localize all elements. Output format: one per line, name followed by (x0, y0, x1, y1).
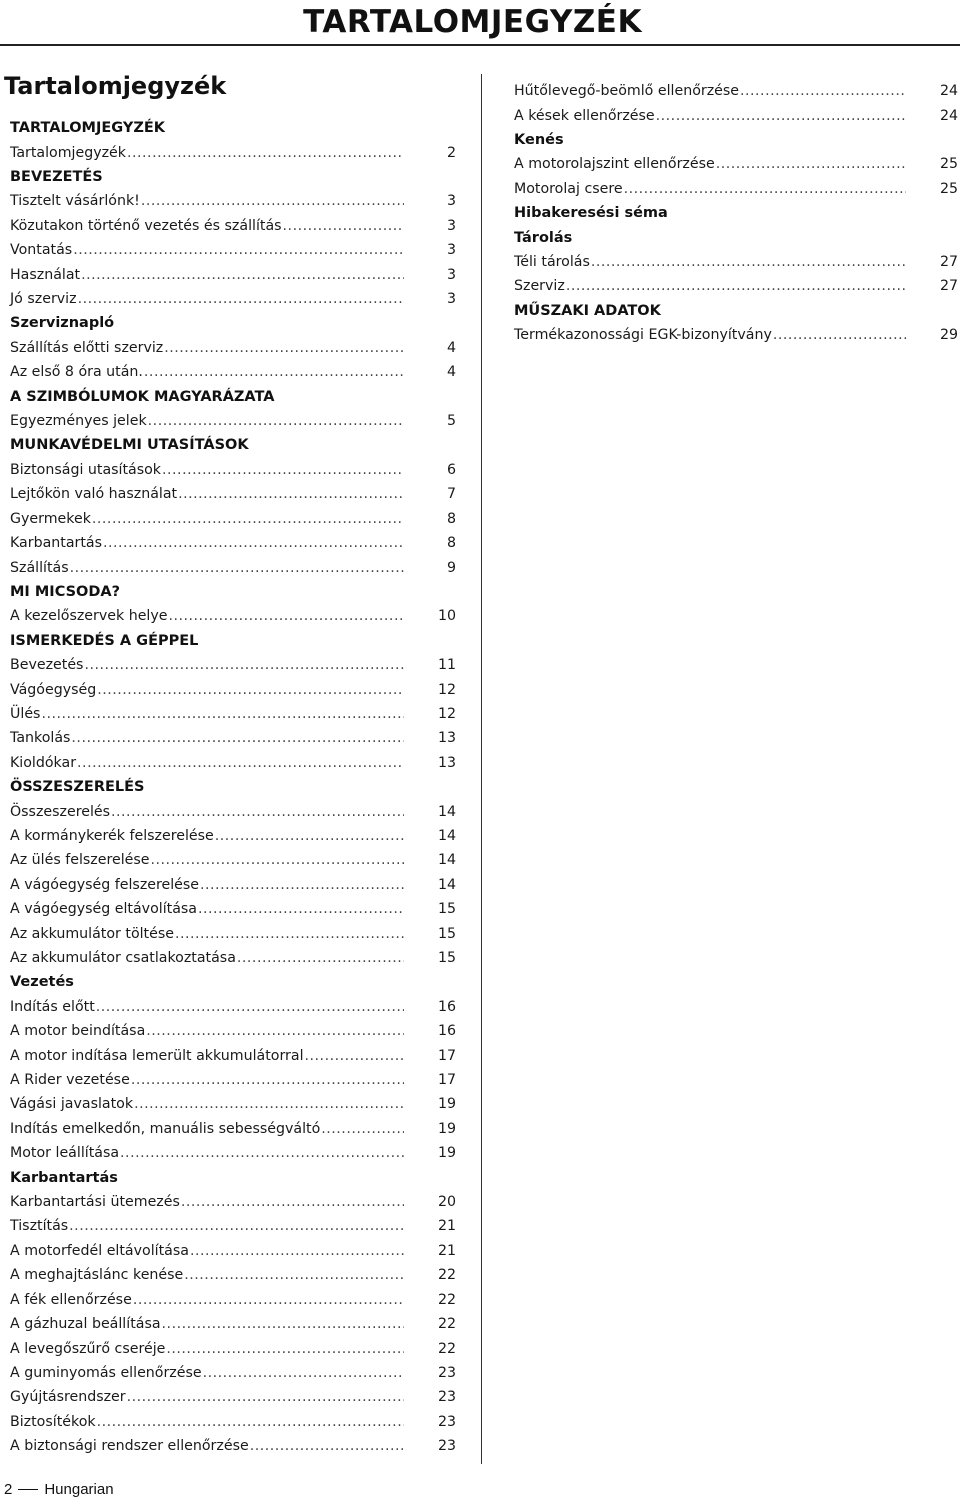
toc-entry-label: Tartalomjegyzék (10, 144, 127, 161)
toc-entry-label: A meghajtáslánc kenése (10, 1267, 184, 1284)
header-title: TARTALOMJEGYZÉK (303, 4, 642, 40)
toc-entry-label: A vágóegység felszerelése (10, 876, 200, 893)
toc-entry-label: Indítás előtt (10, 998, 95, 1015)
toc-heading: Vezetés (10, 974, 74, 991)
toc-entry-page: 15 (437, 950, 456, 967)
toc-entry-page: 25 (939, 180, 958, 197)
toc-entry-label: Motor leállítása (10, 1145, 120, 1162)
toc-entry (10, 214, 456, 238)
toc-entry (10, 848, 456, 872)
toc-dot-leader (283, 218, 404, 234)
toc-entry (10, 507, 456, 531)
toc-dot-leader (321, 1121, 404, 1137)
toc-entry (514, 250, 958, 274)
toc-entry-label: Szállítás előtti szerviz (10, 339, 164, 356)
toc-entry-page: 20 (437, 1194, 456, 1211)
toc-entry (10, 1336, 456, 1360)
toc-entry-page: 22 (437, 1291, 456, 1308)
toc-entry-page: 23 (437, 1438, 456, 1455)
toc-dot-leader (69, 1218, 404, 1234)
toc-dot-leader (175, 926, 404, 942)
toc-entry-page: 24 (939, 83, 958, 100)
toc-entry (10, 726, 456, 750)
toc-right-column (514, 79, 958, 347)
toc-entry (10, 360, 456, 384)
toc-dot-leader (71, 730, 404, 746)
toc-entry (10, 1068, 456, 1092)
toc-entry-label: Hűtőlevegő-beömlő ellenőrzése (514, 83, 740, 100)
toc-entry-label: A vágóegység eltávolítása (10, 901, 197, 918)
toc-entry (10, 409, 456, 433)
toc-entry-page: 16 (437, 1023, 456, 1040)
toc-entry-page: 3 (446, 193, 456, 210)
toc-entry (10, 1288, 456, 1312)
toc-dot-leader (81, 267, 404, 283)
toc-entry-page: 11 (437, 657, 456, 674)
toc-entry (10, 555, 456, 579)
toc-entry (10, 1141, 456, 1165)
toc-entry (10, 897, 456, 921)
toc-entry-page: 22 (437, 1267, 456, 1284)
toc-entry (514, 274, 958, 298)
toc-entry-label: Indítás emelkedőn, manuális sebességváltó (10, 1120, 321, 1137)
toc-entry-label: A biztonsági rendszer ellenőrzése (10, 1438, 249, 1455)
toc-entry-page: 9 (446, 559, 456, 576)
toc-entry-page: 3 (446, 217, 456, 234)
toc-entry-label: Tisztítás (10, 1218, 69, 1235)
toc-entry (10, 873, 456, 897)
toc-entry (10, 287, 456, 311)
toc-dot-leader (591, 254, 906, 270)
toc-dot-leader (203, 1365, 404, 1381)
toc-entry (10, 1239, 456, 1263)
toc-dot-leader (178, 486, 404, 502)
toc-dot-leader (41, 706, 404, 722)
toc-dot-leader (92, 511, 404, 527)
toc-entry (10, 1190, 456, 1214)
toc-entry (10, 1019, 456, 1043)
toc-dot-leader (133, 1292, 404, 1308)
toc-entry-label: Az első 8 óra után. (10, 364, 143, 381)
toc-entry (10, 702, 456, 726)
toc-dot-leader (181, 1194, 404, 1210)
toc-dot-leader (250, 1438, 404, 1454)
toc-entry (10, 1263, 456, 1287)
toc-entry (10, 604, 456, 628)
toc-entry-page: 3 (446, 266, 456, 283)
toc-dot-leader (103, 535, 404, 551)
toc-entry-page: 23 (437, 1413, 456, 1430)
toc-entry-label: A kormánykerék felszerelése (10, 827, 214, 844)
toc-entry (10, 458, 456, 482)
toc-dot-leader (146, 1023, 404, 1039)
footer-dash (18, 1489, 38, 1491)
toc-dot-leader (162, 462, 404, 478)
toc-entry-label: Az ülés felszerelése (10, 852, 150, 869)
toc-entry-page: 4 (446, 364, 456, 381)
toc-dot-leader (200, 877, 404, 893)
toc-entry-label: Téli tárolás (514, 254, 590, 271)
toc-entry-page: 22 (437, 1316, 456, 1333)
toc-entry-page: 17 (437, 1047, 456, 1064)
toc-entry-label: A motorfedél eltávolítása (10, 1242, 189, 1259)
toc-entry-label: Gyújtásrendszer (10, 1389, 126, 1406)
toc-entry-label: Karbantartási ütemezés (10, 1194, 180, 1211)
toc-entry (10, 653, 456, 677)
toc-entry-label: Karbantartás (10, 535, 103, 552)
toc-heading: MŰSZAKI ADATOK (514, 302, 661, 319)
toc-dot-leader (773, 327, 906, 343)
toc-entry-page: 23 (437, 1364, 456, 1381)
toc-entry-label: Lejtőkön való használat (10, 486, 178, 503)
toc-entry-page: 27 (939, 254, 958, 271)
toc-entry (10, 1214, 456, 1238)
toc-entry-page: 3 (446, 242, 456, 259)
toc-dot-leader (716, 156, 906, 172)
toc-dot-leader (198, 901, 404, 917)
footer-language: Hungarian (44, 1481, 114, 1498)
toc-dot-leader (84, 657, 404, 673)
toc-entry-label: Termékazonossági EGK-bizonyítvány (514, 327, 772, 344)
toc-left-column (10, 116, 456, 1458)
toc-entry-page: 13 (437, 730, 456, 747)
toc-dot-leader (190, 1243, 404, 1259)
toc-dot-leader (169, 608, 405, 624)
toc-entry-page: 8 (446, 510, 456, 527)
toc-dot-leader (162, 1316, 404, 1332)
toc-entry (514, 323, 958, 347)
toc-entry (10, 238, 456, 262)
footer-page-number: 2 (4, 1481, 13, 1498)
toc-entry-page: 19 (437, 1096, 456, 1113)
toc-entry-label: A motorolajszint ellenőrzése (514, 156, 715, 173)
toc-entry (10, 1092, 456, 1116)
toc-entry (10, 921, 456, 945)
toc-entry-label: A guminyomás ellenőrzése (10, 1364, 202, 1381)
toc-dot-leader (305, 1048, 404, 1064)
toc-entry-label: Ülés (10, 705, 41, 722)
toc-entry-page: 24 (939, 107, 958, 124)
toc-dot-leader (624, 181, 906, 197)
toc-entry (514, 79, 958, 103)
toc-entry-page: 4 (446, 339, 456, 356)
toc-dot-leader (166, 1341, 404, 1357)
toc-entry (10, 482, 456, 506)
toc-dot-leader (77, 755, 404, 771)
toc-entry-label: Tisztelt vásárlónk! (10, 193, 140, 210)
toc-entry (10, 189, 456, 213)
toc-entry-page: 14 (437, 803, 456, 820)
toc-entry-label: Kioldókar (10, 754, 77, 771)
toc-entry-page: 15 (437, 925, 456, 942)
toc-entry-page: 17 (437, 1072, 456, 1089)
toc-heading: TARTALOMJEGYZÉK (10, 120, 166, 137)
toc-dot-leader (148, 413, 404, 429)
toc-heading: ÖSSZESZERELÉS (10, 779, 145, 796)
toc-entry-label: Használat (10, 266, 81, 283)
toc-entry-label: Biztosítékok (10, 1413, 96, 1430)
toc-entry-page: 6 (446, 461, 456, 478)
toc-dot-leader (70, 560, 404, 576)
toc-entry-page: 13 (437, 754, 456, 771)
toc-entry-label: Biztonsági utasítások (10, 461, 162, 478)
toc-dot-leader (97, 682, 404, 698)
toc-entry (10, 824, 456, 848)
toc-entry-label: Vágási javaslatok (10, 1096, 134, 1113)
toc-entry-label: A Rider vezetése (10, 1072, 130, 1089)
toc-entry-label: Összeszerelés (10, 803, 111, 820)
toc-entry-label: Vágóegység (10, 681, 97, 698)
toc-entry (10, 1312, 456, 1336)
toc-entry-page: 12 (437, 681, 456, 698)
toc-entry (10, 751, 456, 775)
toc-entry-page: 22 (437, 1340, 456, 1357)
toc-dot-leader (141, 193, 404, 209)
toc-dot-leader (73, 242, 404, 258)
toc-heading: Kenés (514, 132, 564, 149)
toc-entry-label: A gázhuzal beállítása (10, 1316, 161, 1333)
toc-entry-label: Az akkumulátor csatlakoztatása (10, 950, 236, 967)
toc-dot-leader (237, 950, 404, 966)
toc-entry (10, 1434, 456, 1458)
toc-heading: Szerviznapló (10, 315, 115, 332)
toc-dot-leader (656, 108, 906, 124)
toc-entry-page: 5 (446, 413, 456, 430)
toc-heading: Hibakeresési séma (514, 205, 668, 222)
toc-entry-label: A kezelőszervek helye (10, 608, 168, 625)
toc-entry-page: 15 (437, 901, 456, 918)
toc-entry-page: 25 (939, 156, 958, 173)
toc-entry-label: Tankolás (10, 730, 71, 747)
toc-entry-page: 2 (446, 144, 456, 161)
toc-heading: BEVEZETÉS (10, 169, 103, 186)
toc-entry-label: Jó szerviz (10, 291, 77, 308)
toc-entry-page: 12 (437, 705, 456, 722)
toc-entry-page: 10 (437, 608, 456, 625)
toc-entry (10, 677, 456, 701)
page-header (0, 0, 960, 46)
toc-entry (514, 103, 958, 127)
toc-entry-page: 21 (437, 1218, 456, 1235)
toc-entry-label: A motor beindítása (10, 1023, 146, 1040)
toc-entry (10, 262, 456, 286)
toc-entry-label: A motor indítása lemerült akkumulátorral (10, 1047, 304, 1064)
toc-entry-page: 8 (446, 535, 456, 552)
toc-entry-label: A fék ellenőrzése (10, 1291, 132, 1308)
toc-dot-leader (215, 828, 404, 844)
toc-entry (10, 1410, 456, 1434)
toc-entry (10, 946, 456, 970)
toc-entry-label: Szállítás (10, 559, 69, 576)
toc-entry-label: Az akkumulátor töltése (10, 925, 174, 942)
toc-dot-leader (151, 852, 405, 868)
toc-heading: MI MICSODA? (10, 583, 121, 600)
toc-entry-page: 19 (437, 1145, 456, 1162)
toc-entry (10, 995, 456, 1019)
toc-heading: Karbantartás (10, 1169, 118, 1186)
toc-dot-leader (127, 145, 404, 161)
toc-dot-leader (134, 1096, 404, 1112)
toc-entry (10, 1385, 456, 1409)
toc-dot-leader (96, 999, 404, 1015)
toc-heading: A SZIMBÓLUMOK MAGYARÁZATA (10, 388, 275, 405)
toc-entry (10, 531, 456, 555)
toc-dot-leader (566, 278, 906, 294)
column-divider (481, 74, 482, 1464)
toc-entry (514, 152, 958, 176)
toc-entry (10, 1361, 456, 1385)
page-footer (4, 1481, 114, 1498)
toc-entry (10, 799, 456, 823)
toc-entry-page: 27 (939, 278, 958, 295)
toc-entry-label: A levegőszűrő cseréje (10, 1340, 166, 1357)
toc-entry-label: Vontatás (10, 242, 73, 259)
toc-entry-page: 7 (446, 486, 456, 503)
toc-dot-leader (97, 1414, 404, 1430)
toc-entry-label: Egyezményes jelek (10, 413, 147, 430)
toc-heading: MUNKAVÉDELMI UTASÍTÁSOK (10, 437, 249, 454)
toc-entry-page: 19 (437, 1120, 456, 1137)
toc-dot-leader (164, 340, 404, 356)
toc-entry (514, 177, 958, 201)
toc-dot-leader (131, 1072, 404, 1088)
toc-entry-page: 23 (437, 1389, 456, 1406)
toc-dot-leader (78, 291, 404, 307)
toc-entry-label: Közutakon történő vezetés és szállítás (10, 217, 282, 234)
toc-entry-label: Gyermekek (10, 510, 91, 527)
toc-entry (10, 140, 456, 164)
toc-dot-leader (740, 83, 906, 99)
toc-entry (10, 336, 456, 360)
toc-dot-leader (127, 1389, 404, 1405)
toc-entry-label: Motorolaj csere (514, 180, 623, 197)
toc-dot-leader (184, 1267, 404, 1283)
toc-entry (10, 1043, 456, 1067)
document-title: Tartalomjegyzék (4, 72, 227, 100)
toc-entry-page: 14 (437, 827, 456, 844)
toc-entry-page: 16 (437, 998, 456, 1015)
toc-entry-label: A kések ellenőrzése (514, 107, 655, 124)
toc-entry-page: 14 (437, 852, 456, 869)
toc-heading: Tárolás (514, 229, 573, 246)
toc-entry-label: Szerviz (514, 278, 565, 295)
toc-entry (10, 1117, 456, 1141)
toc-heading: ISMERKEDÉS A GÉPPEL (10, 632, 199, 649)
toc-entry-label: Bevezetés (10, 657, 84, 674)
toc-entry-page: 29 (939, 327, 958, 344)
toc-dot-leader (144, 364, 404, 380)
toc-entry-page: 14 (437, 876, 456, 893)
toc-entry-page: 21 (437, 1242, 456, 1259)
toc-entry-page: 3 (446, 291, 456, 308)
toc-dot-leader (111, 804, 404, 820)
toc-dot-leader (120, 1145, 404, 1161)
